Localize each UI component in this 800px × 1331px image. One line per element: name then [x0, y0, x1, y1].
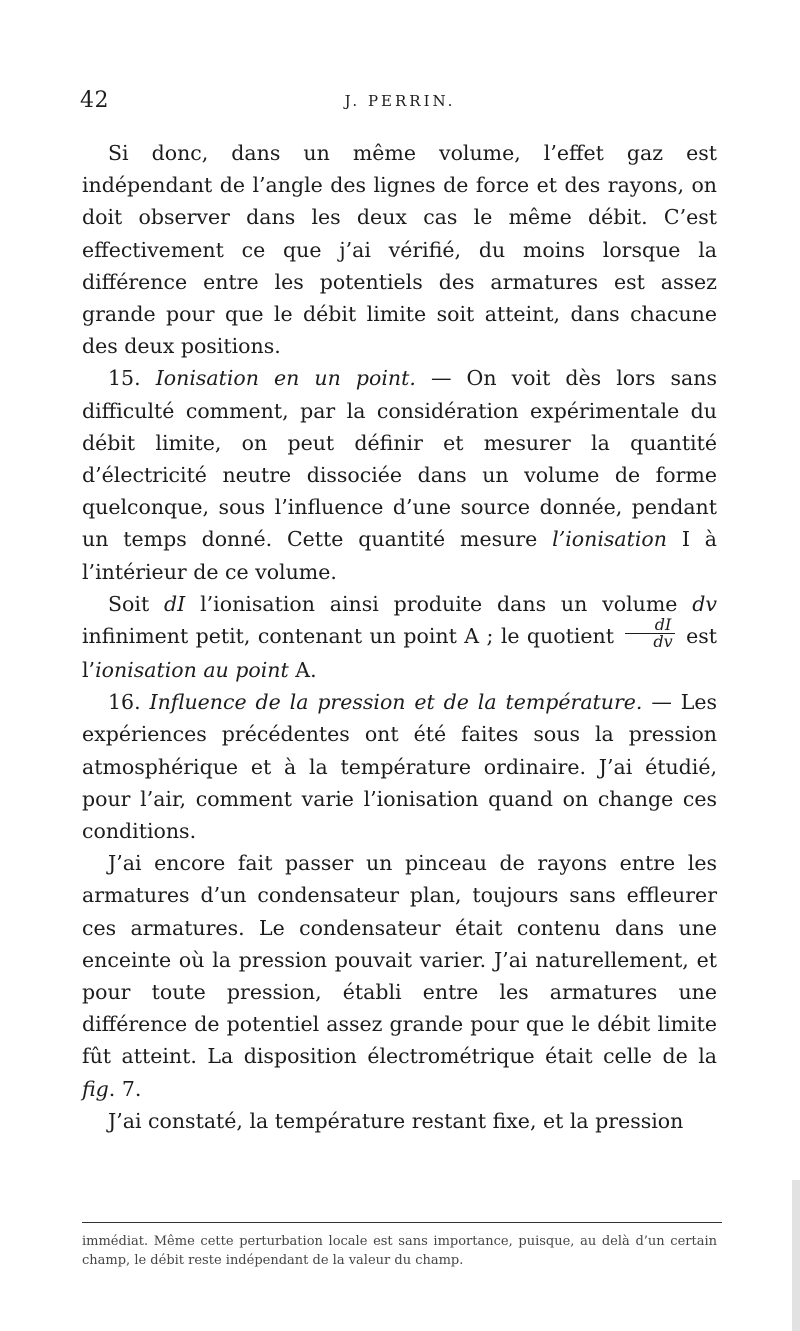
p3-text-d: est l’ — [82, 624, 717, 683]
paragraph-1: Si donc, dans un même volume, l’effet gaz est indépendant de l’angle des lignes de force et des rayons, on doit observer dans les deux cas le même débit. C’est effectivement ce que j’ai vérifié, du moins lorsque la différence entre les potentiels des armatures est assez grande pour que le débit limite soit atteint, dans chacune des deux positions. — [82, 141, 717, 359]
section-15 — [82, 362, 717, 587]
p3-dv: dv — [692, 591, 717, 616]
p3-text-b: l’ionisation ainsi produite dans un volume — [185, 591, 693, 616]
p3-text-a: Soit — [108, 591, 165, 616]
p5-fig: fig — [82, 1076, 109, 1101]
footnote-divider — [82, 1222, 722, 1223]
fraction-numerator: dI — [625, 617, 674, 634]
section-15-text-a: — On voit dès lors sans difficulté comment, par la considération expérimentale du débit limite, on peut définir et mesurer la quantité d’électricité neutre dissociée dans un volume de forme quelconque, sous l’influence d’une source donnée, pendant un temps donné. Cette quantité mesure — [82, 366, 717, 552]
page-number: 42 — [80, 88, 109, 113]
quotient-fraction — [625, 617, 674, 650]
p3-text-c: infiniment petit, contenant un point A ; le quotient — [82, 624, 622, 649]
section-16-number: 16. — [108, 690, 141, 715]
section-15-title: Ionisation en un point. — [155, 366, 416, 391]
p5-text-a: J’ai encore fait passer un pinceau de rayons entre les armatures d’un condensateur plan, toujours sans effleurer ces armatures. Le condensateur était contenu dans une enceinte où la pression pouvait varier. J’ai naturellement, et pour toute pression, établi entre les armatures une différence de potentiel assez grande pour que le débit limite fût atteint. La disposition électrométrique était celle de la — [82, 851, 717, 1069]
footnote: immédiat. Même cette perturbation locale est sans importance, puisque, au delà d’un certain champ, le débit reste indépendant de la valeur du champ. — [82, 1234, 717, 1268]
fraction-denominator: dv — [653, 632, 673, 652]
p3-text-e: A. — [288, 658, 317, 683]
paragraph-5 — [82, 847, 717, 1105]
paragraph-3 — [82, 588, 717, 686]
section-16 — [82, 686, 717, 847]
p5-text-b: . 7. — [108, 1076, 142, 1101]
section-16-text: — Les expériences précédentes ont été faites sous la pression atmosphérique et à la température ordinaire. J’ai étudié, pour l’air, comment varie l’ionisation quand on change ces conditions. — [82, 690, 717, 844]
section-16-title: Influence de la pression et de la température. — [149, 690, 643, 715]
section-15-text-b: I à l’intérieur de ce volume. — [82, 527, 718, 584]
p3-dI: dI — [164, 591, 186, 616]
p3-italic: ionisation au point — [95, 658, 289, 683]
running-title: J. PERRIN. — [344, 92, 456, 110]
section-15-italic: l’ionisation — [552, 527, 667, 552]
body-text — [82, 137, 717, 1137]
section-15-number: 15. — [108, 366, 141, 391]
running-head — [80, 88, 720, 118]
page-edge-shadow — [792, 1180, 800, 1331]
paragraph-6: J’ai constaté, la température restant fixe, et la pression — [108, 1108, 684, 1133]
